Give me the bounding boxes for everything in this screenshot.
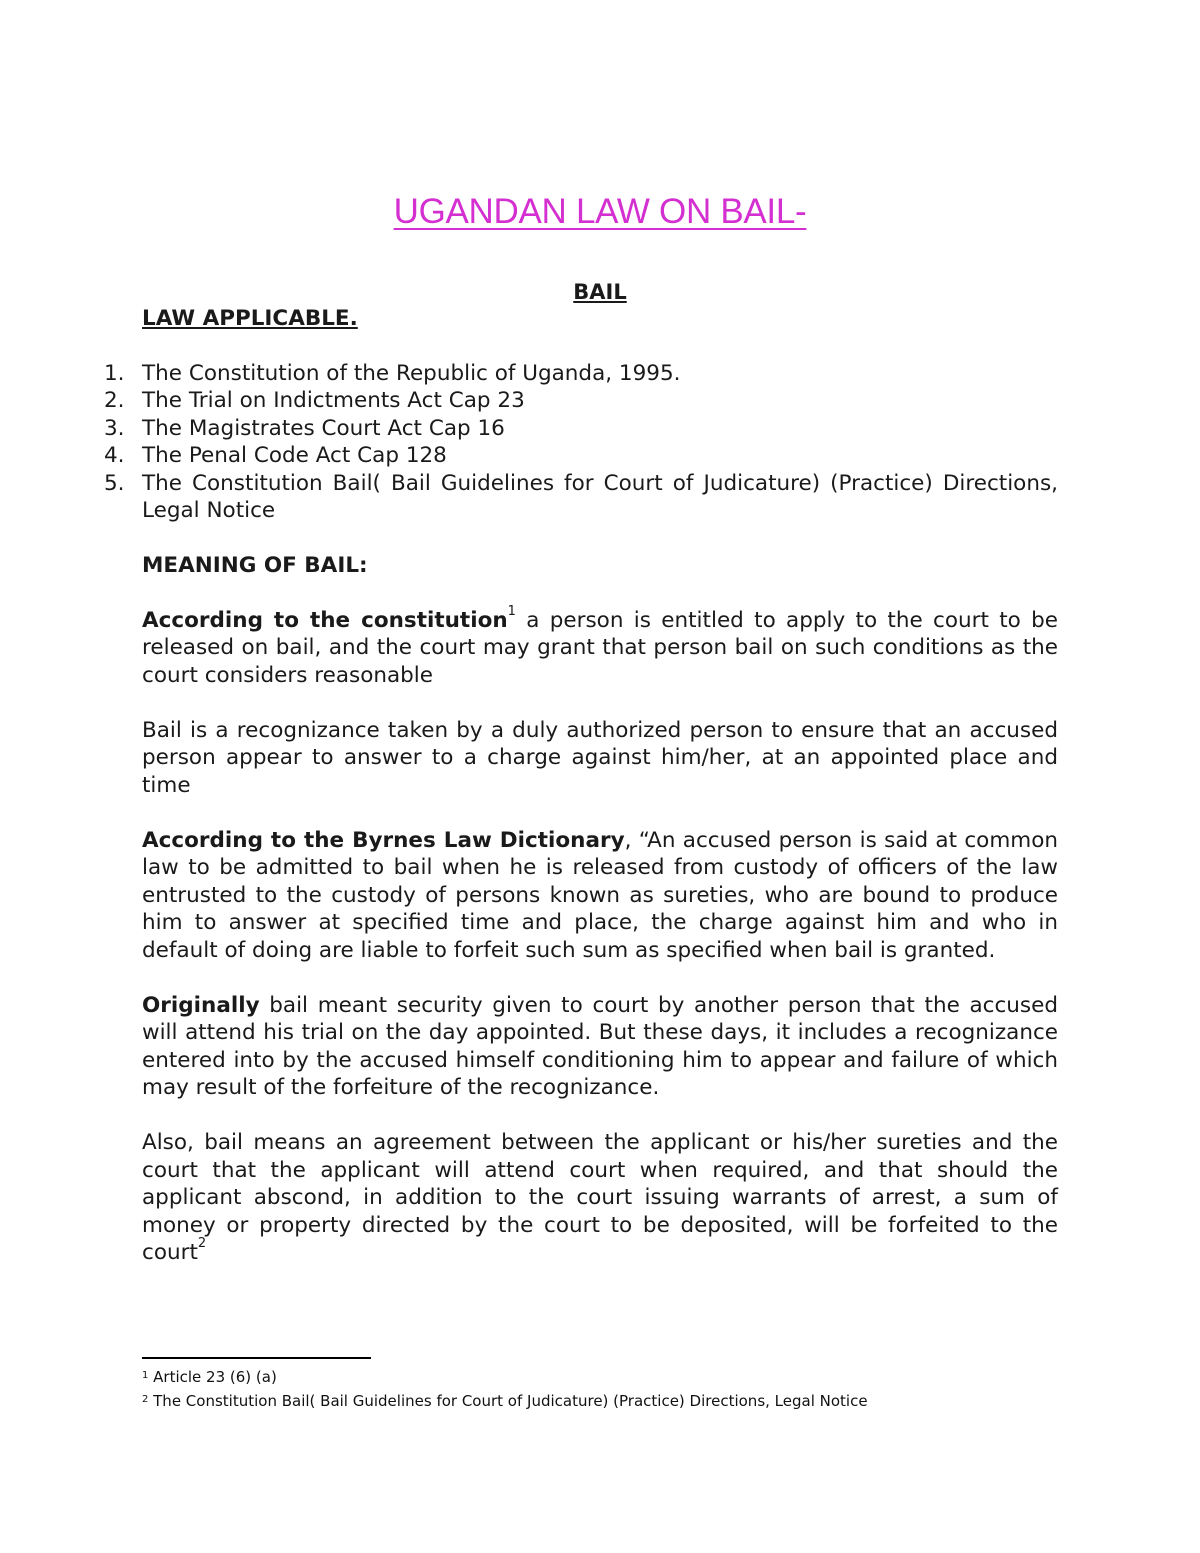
- footnote-mark: 1: [142, 1370, 149, 1381]
- list-item-number: 1.: [104, 360, 125, 386]
- list-item: [104, 387, 1058, 415]
- list-item: [104, 470, 1058, 525]
- law-applicable-heading: LAW APPLICABLE.: [142, 306, 358, 331]
- paragraph-recognizance: [142, 717, 1058, 800]
- paragraph-constitution: [142, 603, 1059, 690]
- paragraph-text: Also, bail means an agreement between the applicant or his/her sureties and the court that the applicant will attend court when required, and that should the applicant abscond, in addition to the court issuing warrants of arrest, a sum of money or property directed by the court to be deposited, will be forfeited to the court: [142, 1130, 1058, 1265]
- footnote-text: Article 23 (6) (a): [148, 1368, 277, 1386]
- list-item-number: 5.: [104, 470, 125, 496]
- list-item-text: The Constitution Bail( Bail Guidelines for Court of Judicature) (Practice) Directions, Legal Notice: [142, 470, 1058, 523]
- list-item: [104, 360, 1058, 388]
- footnotes: [142, 1365, 1142, 1413]
- list-item-number: 2.: [104, 388, 125, 413]
- paragraph-lead: According to the constitution: [142, 607, 508, 633]
- footnote-item: [142, 1365, 1142, 1389]
- laws-list: [104, 360, 1058, 525]
- paragraph-text: , “An accused person is said at common law to be admitted to bail when he is released from custody of officers of the law entrusted to the custody of persons known as sureties, who are bound to produce him to answer at specified time and place, the charge against him and who in default of doing are liable to forfeit such sum as specified when bail is granted.: [142, 827, 1058, 963]
- list-item-text: The Magistrates Court Act Cap 16: [142, 415, 505, 441]
- document-body: [104, 305, 1059, 1294]
- paragraph-text: a person is entitled to apply to the court to be released on bail, and the court may grant that person bail on such conditions as the court considers reasonable: [142, 607, 1059, 688]
- paragraph-agreement: [142, 1129, 1058, 1267]
- paragraph-lead: According to the Byrnes Law Dictionary: [142, 827, 625, 853]
- section-title-bail: BAIL: [573, 280, 627, 304]
- paragraph-text: Bail is a recognizance taken by a duly authorized person to ensure that an accused person appear to answer to a charge against him/her, at an appointed place and time: [142, 717, 1058, 798]
- footnote-reference[interactable]: 2: [197, 1236, 207, 1251]
- paragraph-byrnes-dictionary: [142, 827, 1058, 965]
- footnote-reference[interactable]: 1: [507, 603, 516, 619]
- paragraph-text: bail meant security given to court by another person that the accused will attend his trial on the day appointed. But these days, it includes a recognizance entered into by the accused himself conditioning him to appear and failure of which may result of the forfeiture of the recognizance.: [142, 992, 1058, 1100]
- list-item: [104, 415, 1058, 443]
- list-item-text: The Constitution of the Republic of Uganda, 1995.: [142, 360, 681, 386]
- meaning-of-bail-heading: MEANING OF BAIL:: [142, 552, 368, 578]
- list-item-number: 4.: [104, 443, 125, 468]
- list-item-text: The Trial on Indictments Act Cap 23: [142, 388, 525, 413]
- paragraph-originally: [142, 992, 1058, 1102]
- list-item-number: 3.: [104, 415, 125, 441]
- footnote-text: The Constitution Bail( Bail Guidelines for Court of Judicature) (Practice) Directions, Legal Notice: [148, 1392, 868, 1410]
- paragraph-lead: Originally: [142, 992, 260, 1018]
- list-item: [104, 442, 1058, 470]
- footnote-item: [142, 1389, 1142, 1413]
- document-title: UGANDAN LAW ON BAIL-: [393, 192, 807, 231]
- footnote-mark: 2: [142, 1394, 149, 1405]
- footnote-separator: [142, 1357, 371, 1359]
- list-item-text: The Penal Code Act Cap 128: [142, 443, 447, 468]
